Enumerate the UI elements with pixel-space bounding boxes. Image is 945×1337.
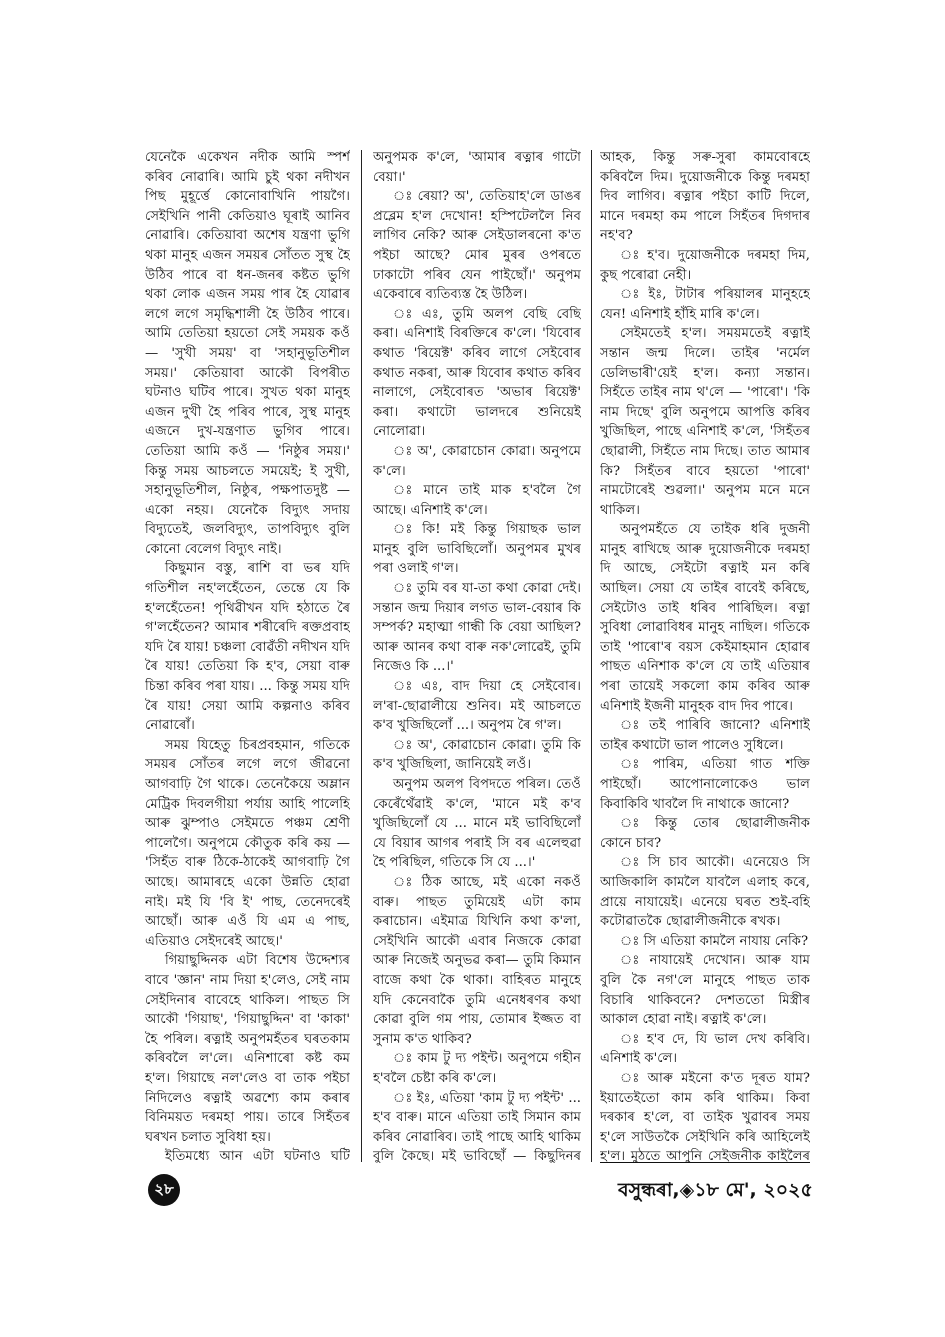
paragraph: ঃ মানে তাই মাক হ'বলৈ গৈ আছে। এনিশাই ক'লে।: [373, 483, 581, 518]
paragraph: ঃ তুমি বৰ যা-তা কথা কোৱা দেই। সন্তান জন্ম দিয়াৰ লগত ভাল-বেয়াৰ কি সম্পৰ্ক? মহাত্মা গান্ধী কি বেয়া আছিল? আৰু আনৰ কথা বাৰু নক'লোৱেই, তুমি নিজেও কি ...।': [373, 581, 581, 675]
paragraph: ঃ ঠিক আছে, মই একো নকওঁ বাৰু। পাছত তুমিয়েই এটা কাম কৰাচোন। এইমাত্ৰ যিখিনি কথা ক'লা, সেইখিনি আকৌ এবাৰ নিজকে কোৱা আৰু নিজেই অনুভৱ কৰা— তুমি কিমান বাজে কথা কৈ থাকা। বাহিৰত মানুহে যদি কেনেবাকৈ তুমি এনেধৰণৰ কথা কোৱা বুলি গম পায়, তোমাৰ ইজ্জত বা সুনাম ক'ত থাকিব?: [373, 874, 581, 1047]
paragraph: অনুপম অলপ বিপদতে পৰিল। তেওঁ কেৰেঁথেঁৱাই ক'লে, 'মানে মই ক'ব খুজিছিলোঁ যে ... মানে মই ভাবিছিলোঁ যে বিয়াৰ আগৰ পৰাই সি বৰ এলেহুৱা হৈ পৰিছিল, গতিকে সি যে ...।': [373, 777, 581, 871]
article-column-3: [600, 148, 810, 1163]
paragraph: কিছুমান বস্তু, ৰাশি বা ভৰ যদি গতিশীল নহ'লহেঁতেন, তেন্তে যে কি হ'লহেঁতেন! পৃথিৱীখন যদি হঠাতে ৰৈ গ'লহেঁতেন? আমাৰ শৰীৰেদি ৰক্তপ্ৰবাহ যদি ৰৈ যায়! চঞ্চলা বোৱঁতী নদীখন যদি ৰৈ যায়! তেতিয়া কি হ'ব, সেয়া বাৰু চিন্তা কৰিব পৰা যায়। ... কিন্তু সময় যদি ৰৈ যায়! সেয়া আমি কল্পনাও কৰিব নোৱাৰোঁ।: [145, 561, 350, 734]
paragraph: ঃ নাযায়েই দেখোন। আৰু যাম বুলি কৈ নগ'লে মানুহে পাছত তাক বিচাৰি থাকিবনে? দেশততো মিস্ত্ৰীৰ আকাল হোৱা নাই। ৰত্নাই ক'লে।: [600, 953, 810, 1028]
footer-rule: [600, 1162, 810, 1163]
paragraph: সময় যিহেতু চিৰপ্ৰবহমান, গতিকে সময়ৰ সোঁতৰ লগে লগে জীৱনো আগবাঢ়ি গৈ থাকে। তেনেকৈয়ে অম্লান মেট্ৰিক দিবলগীয়া পৰ্যায় আহি পালেহি আৰু ঝুম্পাও সেইমতে পঞ্চম শ্ৰেণী পালেগৈ। অনুপমে কৌতুক কৰি কয় — 'সিহঁত বাৰু ঠিকে-ঠাকেই আগবাঢ়ি গৈ আছে। আমাৰহে একো উন্নতি হোৱা নাই। মই যি 'বি ই' পাছ, তেনেদৰেই আছোঁ। আৰু এওঁ যি এম এ পাছ, এতিয়াও সেইদৰেই আছে।': [145, 737, 350, 949]
article-column-2: [373, 148, 581, 1163]
paragraph: ঃ অ', কোৱাচোন কোৱা। অনুপমে ক'লে।: [373, 443, 581, 479]
masthead-date: বসুন্ধৰা,◈১৮ মে', ২০২৫: [618, 1179, 813, 1201]
paragraph: সেইমতেই হ'ল। সময়মতেই ৰত্নাই সন্তান জন্ম দিলে। তাইৰ 'নৰ্মেল ডেলিভাৰী'য়েই হ'ল। কন্যা সন্তান। সিহঁতে তাইৰ নাম থ'লে — 'পাৰো'। 'কি নাম দিছে' বুলি অনুপমে আপত্তি কৰিব খুজিছিল, পাছে এনিশাই ক'লে, 'সিহঁতৰ ছোৱালী, সিহঁতে নাম দিছে। তাত আমাৰ কি? সিহঁতৰ বাবে হয়তো 'পাৰো' নামটোৰেই শুৱলা।' অনুপম মনে মনে থাকিল।: [600, 326, 810, 518]
paragraph: অনুপমক ক'লে, 'আমাৰ ৰত্নাৰ গাটো বেয়া।': [373, 150, 581, 185]
article-column-1: [145, 148, 350, 1163]
paragraph: ঃ পাৰিম, এতিয়া গাত শক্তি পাইছোঁ। আপোনালোকেও ভাল কিবাকিবি খাবলৈ দি নাথাকে জানো?: [600, 757, 810, 812]
paragraph: ঃ সি এতিয়া কামলৈ নাযায় নেকি?: [620, 933, 809, 949]
paragraph: ঃ ইঃ, টাটাৰ পৰিয়ালৰ মানুহহে যেন! এনিশাই হাঁহি মাৰি ক'লে।: [600, 287, 810, 322]
page-number-badge: ২৮: [148, 1174, 180, 1206]
paragraph: ঃ কাম টু দ্য পইন্ট। অনুপমে গহীন হ'বলৈ চেষ্টা কৰি ক'লে।: [373, 1051, 581, 1086]
column-divider: [361, 150, 362, 1162]
paragraph: আহক, কিন্তু সৰু-সুৰা কামবোৰহে কৰিবলৈ দিম। দুয়োজনীকে কিন্তু দৰমহা দিব লাগিব। ৰত্নাৰ পইচা কাটি দিলে, মানে দৰমহা কম পালে সিহঁতৰ দিগদাৰ নহ'ব?: [600, 150, 810, 244]
paragraph: ঃ আৰু মইনো ক'ত দূৰত যাম? ইয়াতেইতো কাম কৰি থাকিম। কিবা দৰকাৰ হ'লে, বা তাইক খুৱাবৰ সময় হ'লে সাউতকৈ সেইখিনি কৰি আহিলেই হ'ল। মুঠতে আপুনি সেইজনীক কাইলৈৰ: [600, 1070, 810, 1163]
paragraph: ঃ হ'ব। দুয়োজনীকে দৰমহা দিম, কুছ পৰোৱা নেহী।: [600, 247, 810, 283]
paragraph: ঃ ৰেয়া? অ', তেতিয়াহ'লে ডাঙৰ প্ৰব্লেম হ'ল দেখোন! হস্পিটেললৈ নিব লাগিব নেকি? আৰু সেইডালৰনো ক'ত পইচা আছে? মোৰ মুৰৰ ওপৰতে ঢাকাটো পৰিব যেন পাইছোঁ।' অনুপম একেবাৰে ব্যতিব্যস্ত হৈ উঠিল।: [373, 189, 581, 303]
paragraph: ঃ ইঃ, এতিয়া 'কাম টু দ্য পইন্ট' ... হ'ব বাৰু। মানে এতিয়া তাই সিমান কাম কৰিব নোৱাৰিব। তাই পাছে আহি থাকিম বুলি কৈছে। মই ভাবিছোঁ — কিছুদিনৰ: [373, 1090, 581, 1163]
paragraph: গিয়াছুদ্দিনক এটা বিশেষ উদ্দেশ্যৰ বাবে 'জ্ঞান' নাম দিয়া হ'লেও, সেই নাম সেইদিনাৰ বাবেহে থাকিল। পাছত সি আকৌ 'গিয়াছ', 'গিয়াছুদ্দিন' বা 'কাকা' হৈ পৰিল। ৰত্নাই অনুপমহঁতৰ ঘৰতকাম কৰিবলৈ ল'লে। এনিশাৰো কষ্ট কম হ'ল। গিয়াছে নল'লেও বা তাক পইচা নিদিলেও ৰত্নাই অৱশ্যে কাম কৰাৰ বিনিময়ত দৰমহা পায়। তাৰে সিহঁতৰ ঘৰখন চলাত সুবিধা হয়।: [145, 953, 350, 1145]
paragraph: ঃ সি চাব আকৌ। এনেয়েও সি আজিকালি কামলৈ যাবলৈ এলাহ কৰে, প্ৰায়ে নাযায়েই। এনেয়ে ঘৰত শুই-বহি কটোৱাতকৈ ছোৱালীজনীকে ৰখক।: [600, 855, 810, 930]
paragraph: ইতিমধ্যে আন এটা ঘটনাও ঘটি: [165, 1149, 350, 1163]
paragraph: ঃ অ', কোৱাচোন কোৱা। তুমি কি ক'ব খুজিছিলা, জানিয়েই লওঁ।: [373, 737, 581, 773]
paragraph: যেনেকৈ একেখন নদীক আমি স্পৰ্শ কৰিব নোৱাৰি। আমি চুই থকা নদীখন পিছ মুহূৰ্ত্তে কোনোবাখিনি পায়গৈ। সেইখিনি পানী কেতিয়াও ঘূৰাই আনিব নোৱাৰি। কেতিয়াবা অশেষ যন্ত্ৰণা ভুগি থকা মানুহ এজন সময়ৰ সোঁতত সুস্থ হৈ উঠিব পাৰে বা ধন-জনৰ কষ্টত ভুগি থকা লোক এজন সময় পাৰ হৈ যোৱাৰ লগে লগে সমৃদ্ধিশালী হৈ উঠিব পাৰে। আমি তেতিয়া হয়তো সেই সময়ক কওঁ — 'সুখী সময়' বা 'সহানুভূতিশীল সময়।' কেতিয়াবা আকৌ বিপৰীত ঘটনাও ঘটিব পাৰে। সুখত থকা মানুহ এজন দুখী হৈ পৰিব পাৰে, সুস্থ মানুহ এজনে দুখ-যন্ত্ৰণাত ভুগিব পাৰে। তেতিয়া আমি কওঁ — 'নিষ্ঠুৰ সময়।' কিন্তু সময় আচলতে সময়েই; ই সুখী, সহানুভূতিশীল, নিষ্ঠুৰ, পক্ষপাতদুষ্ট — একো নহয়। যেনেকৈ বিদ্যুৎ সদায় বিদ্যুতেই, জলবিদ্যুৎ, তাপবিদ্যুৎ বুলি কোনো বেলেগ বিদ্যুৎ নাই।: [145, 150, 350, 557]
paragraph: ঃ হ'ব দে, যি ভাল দেখ কৰিবি। এনিশাই ক'লে।: [600, 1031, 810, 1067]
paragraph: ঃ কি! মই কিন্তু গিয়াছক ভাল মানুহ বুলি ভাবিছিলোঁ। অনুপমৰ মুখৰ পৰা ওলাই গ'ল।: [373, 522, 581, 577]
column-divider: [591, 150, 592, 1162]
paragraph: ঃ তই পাৰিবি জানো? এনিশাই তাইৰ কথাটো ভাল পালেও সুধিলে।: [600, 718, 810, 753]
paragraph: ঃ কিন্তু তোৰ ছোৱালীজনীক কোনে চাব?: [600, 816, 810, 851]
paragraph: ঃ এঃ, তুমি অলপ বেছি বেছি কৰা। এনিশাই বিৰক্তিৰে ক'লে। 'যিবোৰ কথাত 'ৰিয়েক্ট' কৰিব লাগে সেইবোৰ কথাত নকৰা, আৰু যিবোৰ কথাত কৰিব নালাগে, সেইবোৰত 'অভাৰ ৰিয়েক্ট' কৰা। কথাটো ভালদৰে শুনিয়েই নোলোৱা।: [373, 306, 581, 440]
paragraph: ঃ এঃ, বাদ দিয়া হে সেইবোৰ। ল'ৰা-ছোৱালীয়ে শুনিব। মই আচলতে ক'ব খুজিছিলোঁ ...। অনুপম ৰৈ গ'ল।: [373, 679, 581, 734]
paragraph: অনুপমহঁতে যে তাইক ধৰি দুজনী মানুহ ৰাখিছে আৰু দুয়োজনীকে দৰমহা দি আছে, সেইটো ৰত্নাই মন কৰি আছিল। সেয়া যে তাইৰ বাবেই কৰিছে, সেইটোও তাই ধৰিব পাৰিছিল। ৰত্না সুবিধা লোৱাবিধৰ মানুহ নাছিল। গতিকে তাই 'পাৰো'ৰ বয়স কেইমাহমান হোৱাৰ পাছত এনিশাক ক'লে যে তাই এতিয়াৰ পৰা তায়েই সকলো কাম কৰিব আৰু এনিশাই ইজনী মানুহক বাদ দিব পাৰে।: [600, 522, 810, 714]
